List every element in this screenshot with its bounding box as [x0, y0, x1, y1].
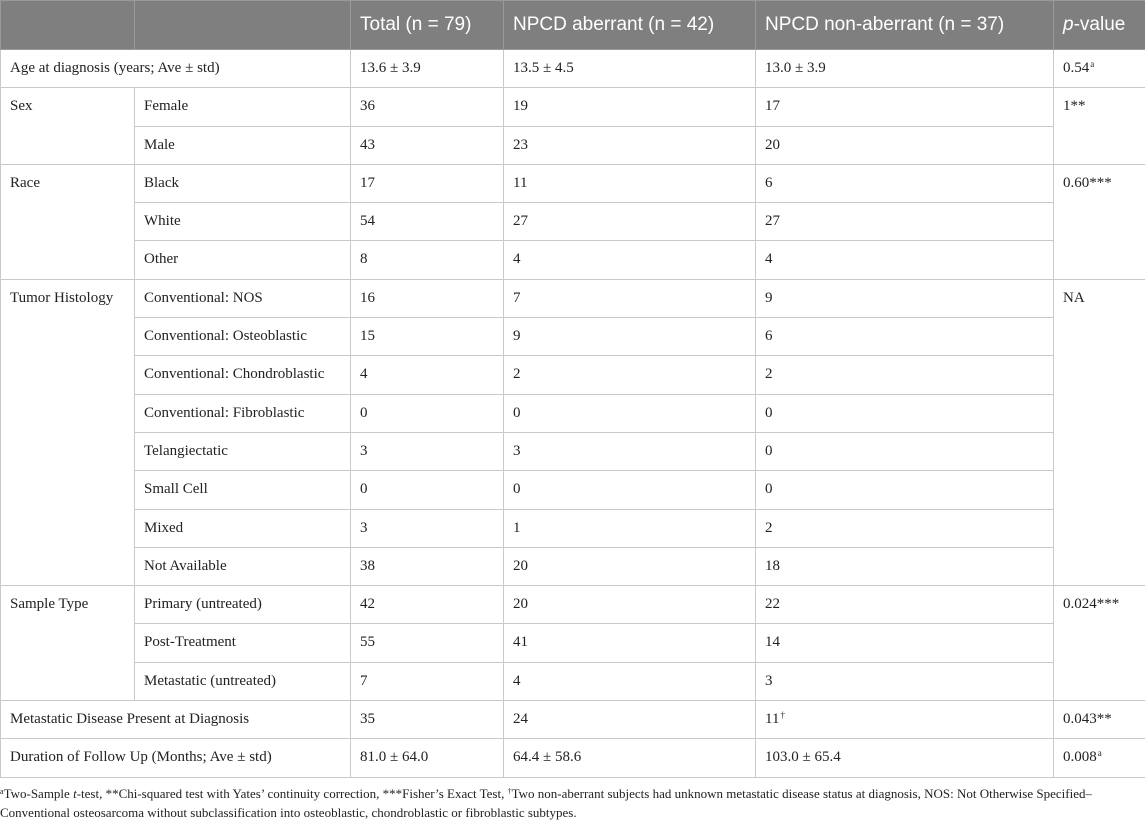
row-label: Duration of Follow Up (Months; Ave ± std) — [1, 739, 351, 777]
sublabel: Black — [135, 164, 351, 202]
table-row-race-white — [1, 203, 1145, 241]
table-row-race-black — [1, 164, 1145, 202]
table-row-histology-osteoblastic — [1, 318, 1145, 356]
sublabel: Female — [135, 88, 351, 126]
header-row — [1, 1, 1145, 50]
sublabel: Not Available — [135, 547, 351, 585]
cell-total: 35 — [351, 701, 504, 739]
table-row-histology-chondroblastic — [1, 356, 1145, 394]
sublabel: Conventional: Chondroblastic — [135, 356, 351, 394]
table-row-sex-male — [1, 126, 1145, 164]
cell-aberrant: 7 — [504, 279, 756, 317]
cell-non-aberrant: 18 — [756, 547, 1054, 585]
cell-non-aberrant: 13.0 ± 3.9 — [756, 50, 1054, 88]
cell-total: 17 — [351, 164, 504, 202]
cell-aberrant: 41 — [504, 624, 756, 662]
footnote-text-2: -test, **Chi-squared test with Yates’ continuity correction, ***Fisher’s Exact Test, — [76, 786, 508, 801]
cell-non-aberrant: 2 — [756, 509, 1054, 547]
cell-aberrant: 3 — [504, 432, 756, 470]
row-label: Metastatic Disease Present at Diagnosis — [1, 701, 351, 739]
header-pvalue-rest: -value — [1073, 14, 1126, 35]
header-total: Total (n = 79) — [351, 1, 504, 50]
cell-pvalue — [1054, 739, 1145, 777]
sublabel: Conventional: NOS — [135, 279, 351, 317]
cell-non-aberrant — [756, 701, 1054, 739]
cell-total: 55 — [351, 624, 504, 662]
footnote-mark-a: a — [0, 787, 4, 796]
header-pvalue-p: p — [1063, 14, 1074, 35]
cell-total: 3 — [351, 509, 504, 547]
cell-non-aberrant: 9 — [756, 279, 1054, 317]
sublabel: Primary (untreated) — [135, 586, 351, 624]
header-non-aberrant: NPCD non-aberrant (n = 37) — [756, 1, 1054, 50]
pvalue-mark: a — [1090, 59, 1095, 69]
cell-total: 0 — [351, 394, 504, 432]
sublabel: Conventional: Osteoblastic — [135, 318, 351, 356]
footnote-text-1: Two-Sample — [3, 786, 74, 801]
cell-total: 81.0 ± 64.0 — [351, 739, 504, 777]
cell-aberrant: 2 — [504, 356, 756, 394]
sublabel: Metastatic (untreated) — [135, 662, 351, 700]
cell-aberrant: 0 — [504, 394, 756, 432]
table-row-sample-metastatic — [1, 662, 1145, 700]
cell-non-aberrant: 2 — [756, 356, 1054, 394]
cell-aberrant: 4 — [504, 662, 756, 700]
cell-aberrant: 0 — [504, 471, 756, 509]
sublabel: Male — [135, 126, 351, 164]
cell-non-aberrant: 22 — [756, 586, 1054, 624]
cell-aberrant: 9 — [504, 318, 756, 356]
sublabel: Mixed — [135, 509, 351, 547]
table-row-race-other — [1, 241, 1145, 279]
sublabel: Other — [135, 241, 351, 279]
cell-total: 13.6 ± 3.9 — [351, 50, 504, 88]
cell-non-aberrant: 14 — [756, 624, 1054, 662]
cell-total: 42 — [351, 586, 504, 624]
cell-aberrant: 11 — [504, 164, 756, 202]
cell-total: 4 — [351, 356, 504, 394]
header-blank-subcategory — [135, 1, 351, 50]
group-label-race: Race — [1, 164, 135, 279]
sublabel: Telangiectatic — [135, 432, 351, 470]
cell-total: 7 — [351, 662, 504, 700]
cell-non-aberrant: 4 — [756, 241, 1054, 279]
cell-total: 16 — [351, 279, 504, 317]
cell-total: 15 — [351, 318, 504, 356]
table-row-histology-telangiectatic — [1, 432, 1145, 470]
cell-aberrant: 64.4 ± 58.6 — [504, 739, 756, 777]
cell-pvalue: NA — [1054, 279, 1145, 585]
pvalue-text: 0.008 — [1063, 749, 1097, 766]
cell-non-aberrant: 0 — [756, 471, 1054, 509]
cell-total: 36 — [351, 88, 504, 126]
cell-pvalue: 0.024*** — [1054, 586, 1145, 701]
cell-non-aberrant: 0 — [756, 432, 1054, 470]
footnote-t-italic: t — [73, 786, 77, 801]
table-row-followup — [1, 739, 1145, 777]
cell-aberrant: 23 — [504, 126, 756, 164]
pvalue-text: 0.54 — [1063, 60, 1090, 76]
footnote-mark-dagger: † — [507, 787, 512, 796]
cell-non-aberrant: 3 — [756, 662, 1054, 700]
cell-non-aberrant: 103.0 ± 65.4 — [756, 739, 1054, 777]
cell-aberrant: 19 — [504, 88, 756, 126]
cell-aberrant: 1 — [504, 509, 756, 547]
cell-non-aberrant: 17 — [756, 88, 1054, 126]
sublabel: Conventional: Fibroblastic — [135, 394, 351, 432]
cell-total: 54 — [351, 203, 504, 241]
cell-non-aberrant: 27 — [756, 203, 1054, 241]
cell-aberrant: 13.5 ± 4.5 — [504, 50, 756, 88]
table-row-histology-mixed — [1, 509, 1145, 547]
cell-aberrant: 20 — [504, 586, 756, 624]
group-label-histology: Tumor Histology — [1, 279, 135, 585]
table-row-age — [1, 50, 1145, 88]
cell-total: 8 — [351, 241, 504, 279]
table-row-histology-small-cell — [1, 471, 1145, 509]
cell-total: 38 — [351, 547, 504, 585]
dagger-mark: † — [780, 710, 785, 721]
cell-aberrant: 4 — [504, 241, 756, 279]
header-aberrant: NPCD aberrant (n = 42) — [504, 1, 756, 50]
cell-aberrant: 20 — [504, 547, 756, 585]
header-pvalue — [1054, 1, 1145, 50]
footnote-text-3: Two non-aberrant subjects had unknown metastatic disease status at diagnosis, NOS: Not Otherwise Specified–Conventional osteosarcoma without subclassification into osteoblastic, chondroblastic or fibroblastic subtypes. — [0, 786, 1092, 820]
cell-aberrant: 27 — [504, 203, 756, 241]
cell-total: 3 — [351, 432, 504, 470]
header-blank-category — [1, 1, 135, 50]
table-row-histology-fibroblastic — [1, 394, 1145, 432]
cell-aberrant: 24 — [504, 701, 756, 739]
table-row-metastatic-dx — [1, 701, 1145, 739]
cell-non-aberrant-value: 11 — [765, 711, 780, 728]
cell-pvalue — [1054, 50, 1145, 88]
row-label: Age at diagnosis (years; Ave ± std) — [1, 50, 351, 88]
cell-non-aberrant: 6 — [756, 164, 1054, 202]
cell-non-aberrant: 6 — [756, 318, 1054, 356]
cell-non-aberrant: 0 — [756, 394, 1054, 432]
cell-total: 43 — [351, 126, 504, 164]
sublabel: White — [135, 203, 351, 241]
group-label-sample-type: Sample Type — [1, 586, 135, 701]
table-row-sex-female — [1, 88, 1145, 126]
cell-pvalue: 0.60*** — [1054, 164, 1145, 279]
table-row-sample-post — [1, 624, 1145, 662]
table-row-histology-nos — [1, 279, 1145, 317]
sublabel: Small Cell — [135, 471, 351, 509]
pvalue-mark: a — [1097, 748, 1102, 759]
cell-total: 0 — [351, 471, 504, 509]
cell-pvalue: 1** — [1054, 88, 1145, 165]
table-footnote — [0, 784, 1140, 822]
table-row-sample-primary — [1, 586, 1145, 624]
sublabel: Post-Treatment — [135, 624, 351, 662]
cell-non-aberrant: 20 — [756, 126, 1054, 164]
table-row-histology-not-available — [1, 547, 1145, 585]
cell-pvalue: 0.043** — [1054, 701, 1145, 739]
group-label-sex: Sex — [1, 88, 135, 165]
